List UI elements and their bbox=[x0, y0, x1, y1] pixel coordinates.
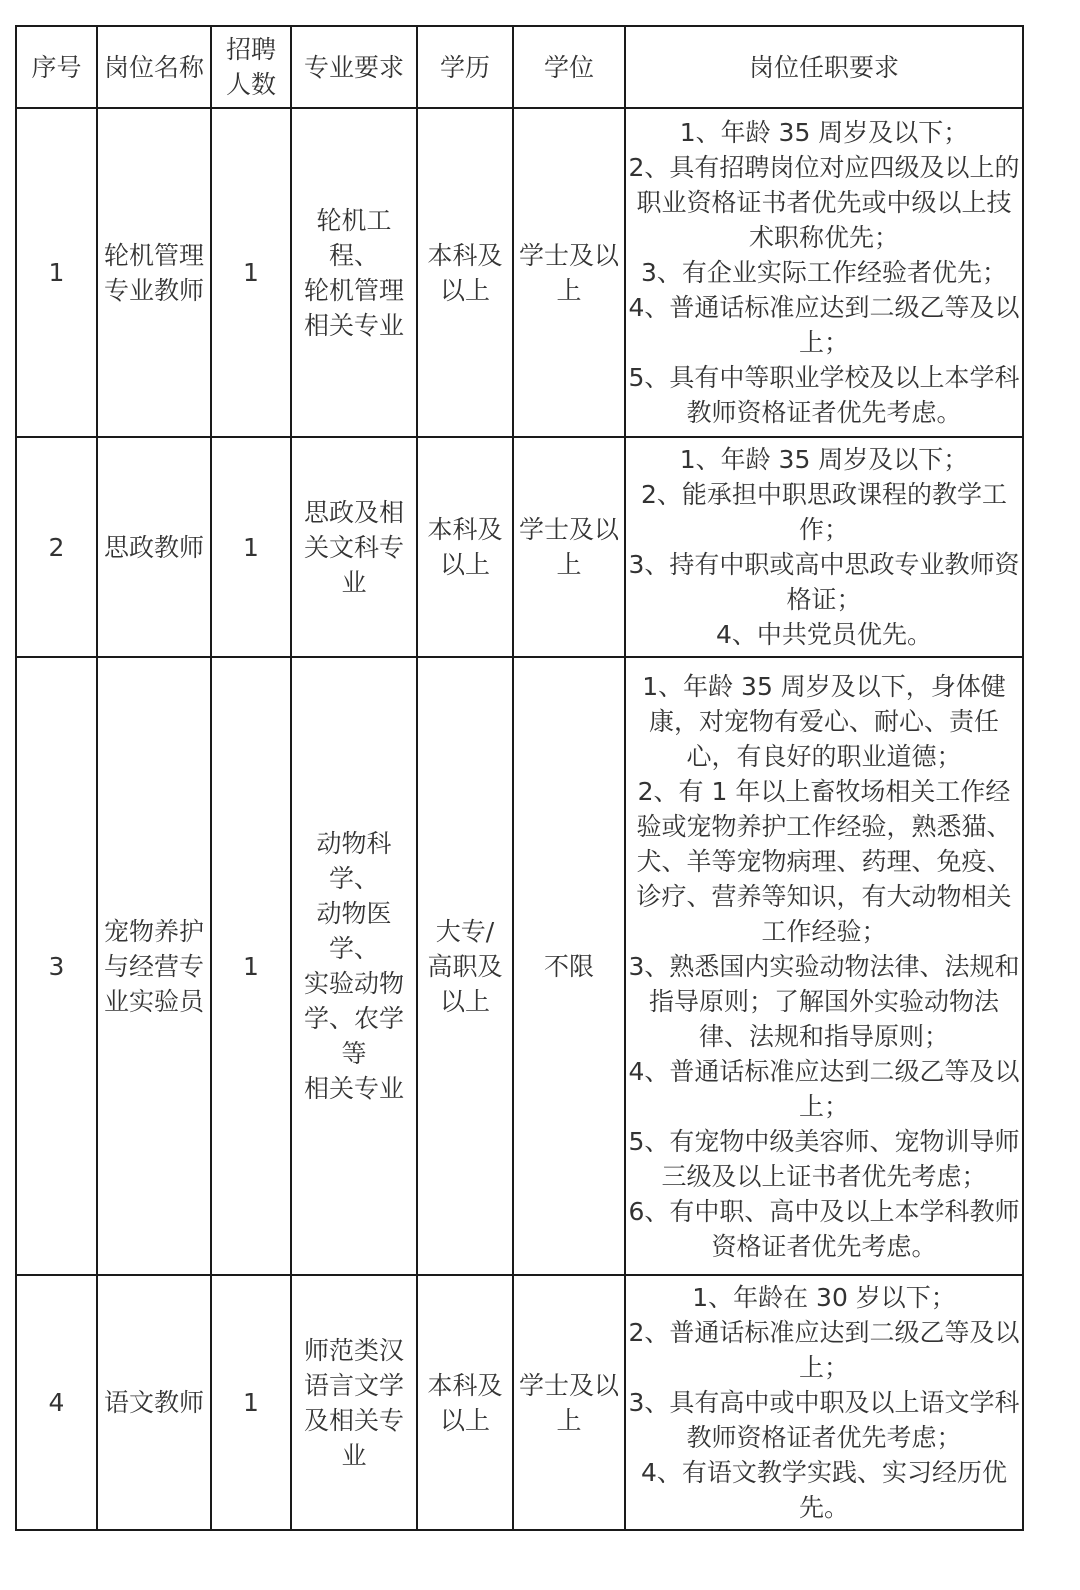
major-line: 师范类汉 bbox=[303, 1335, 404, 1365]
requirement-item: 2、普通话标准应达到二级乙等及以上； bbox=[628, 1318, 1020, 1382]
cell-education bbox=[417, 657, 513, 1275]
cell-hiring-count: 1 bbox=[211, 437, 291, 657]
requirement-item: 1、年龄 35 周岁及以下； bbox=[679, 445, 969, 474]
major-line: 轮机管理 bbox=[303, 275, 404, 305]
cell-index: 4 bbox=[16, 1275, 97, 1530]
requirement-item: 4、中共党员优先。 bbox=[716, 620, 932, 649]
cell-job-requirements bbox=[625, 108, 1023, 437]
degree-line: 上 bbox=[556, 1405, 582, 1435]
table-body bbox=[16, 108, 1023, 1530]
cell-job-requirements bbox=[625, 657, 1023, 1275]
requirement-item: 2、能承担中职思政课程的教学工作； bbox=[641, 480, 1007, 544]
header-education: 学历 bbox=[417, 26, 513, 108]
cell-degree bbox=[513, 1275, 625, 1530]
requirement-item: 4、普通话标准应达到二级乙等及以上； bbox=[628, 293, 1020, 357]
table-row bbox=[16, 437, 1023, 657]
major-line: 及相关专 bbox=[303, 1405, 404, 1435]
recruitment-table bbox=[15, 25, 1024, 1531]
cell-position-name bbox=[97, 657, 211, 1275]
cell-hiring-count: 1 bbox=[211, 108, 291, 437]
cell-hiring-count: 1 bbox=[211, 657, 291, 1275]
position-name-line: 思政教师 bbox=[103, 532, 204, 562]
header-row bbox=[16, 26, 1023, 108]
degree-line: 上 bbox=[556, 275, 582, 305]
major-line: 动物科学、 bbox=[316, 829, 392, 893]
education-line: 高职及 bbox=[427, 951, 503, 981]
header-degree: 学位 bbox=[513, 26, 625, 108]
requirement-item: 1、年龄 35 周岁及以下； bbox=[679, 118, 969, 147]
requirement-item: 2、有 1 年以上畜牧场相关工作经验或宠物养护工作经验，熟悉猫、犬、羊等宠物病理、药理、免疫、诊疗、营养等知识，有大动物相关工作经验； bbox=[636, 776, 1012, 946]
major-line: 相关专业 bbox=[303, 1074, 404, 1103]
requirement-item: 1、年龄在 30 岁以下； bbox=[692, 1283, 956, 1312]
table-row bbox=[16, 1275, 1023, 1530]
education-line: 本科及 bbox=[427, 240, 503, 270]
education-line: 以上 bbox=[439, 550, 490, 579]
major-line: 动物医学、 bbox=[316, 899, 392, 963]
requirement-item: 5、有宠物中级美容师、宠物训导师三级及以上证书者优先考虑； bbox=[628, 1126, 1020, 1191]
education-line: 以上 bbox=[439, 1405, 490, 1435]
cell-degree bbox=[513, 108, 625, 437]
header-position-name: 岗位名称 bbox=[97, 26, 211, 108]
header-job-requirements: 岗位任职要求 bbox=[625, 26, 1023, 108]
position-name-line: 业实验员 bbox=[103, 986, 204, 1016]
degree-line: 学士及以 bbox=[518, 515, 619, 544]
major-line: 学、农学等 bbox=[303, 1004, 404, 1068]
requirement-item: 3、具有高中或中职及以上语文学科教师资格证者优先考虑； bbox=[628, 1388, 1020, 1452]
cell-education bbox=[417, 1275, 513, 1530]
degree-line: 不限 bbox=[543, 951, 594, 981]
position-name-line: 宠物养护 bbox=[103, 916, 204, 946]
cell-job-requirements bbox=[625, 437, 1023, 657]
header-hiring-count-line: 招聘 bbox=[225, 35, 276, 64]
requirement-item: 1、年龄 35 周岁及以下，身体健康，对宠物有爱心、耐心、责任心，有良好的职业道德； bbox=[642, 671, 1006, 771]
requirement-item: 4、有语文教学实践、实习经历优先。 bbox=[641, 1458, 1007, 1522]
table-header bbox=[16, 26, 1023, 108]
cell-education bbox=[417, 108, 513, 437]
cell-index: 2 bbox=[16, 437, 97, 657]
header-index: 序号 bbox=[16, 26, 97, 108]
cell-degree bbox=[513, 437, 625, 657]
position-name-line: 专业教师 bbox=[103, 275, 204, 305]
position-name-line: 与经营专 bbox=[103, 951, 204, 981]
cell-position-name bbox=[97, 108, 211, 437]
major-line: 相关专业 bbox=[303, 310, 404, 340]
major-line: 轮机工程、 bbox=[316, 205, 392, 270]
major-line: 业 bbox=[341, 1440, 367, 1470]
table-row bbox=[16, 108, 1023, 437]
requirement-item: 6、有中职、高中及以上本学科教师资格证者优先考虑。 bbox=[628, 1196, 1020, 1261]
cell-major-requirement bbox=[291, 1275, 417, 1530]
cell-education bbox=[417, 437, 513, 657]
education-line: 本科及 bbox=[427, 515, 503, 544]
cell-position-name bbox=[97, 1275, 211, 1530]
requirement-item: 3、有企业实际工作经验者优先； bbox=[641, 258, 1007, 287]
requirement-item: 2、具有招聘岗位对应四级及以上的职业资格证书者优先或中级以上技术职称优先； bbox=[628, 153, 1020, 252]
degree-line: 上 bbox=[556, 550, 582, 579]
cell-major-requirement bbox=[291, 108, 417, 437]
major-line: 实验动物 bbox=[303, 969, 404, 998]
cell-position-name bbox=[97, 437, 211, 657]
major-line: 思政及相 bbox=[303, 497, 404, 527]
education-line: 以上 bbox=[439, 275, 490, 305]
education-line: 以上 bbox=[439, 986, 490, 1016]
requirement-item: 4、普通话标准应达到二级乙等及以上； bbox=[628, 1056, 1020, 1121]
degree-line: 学士及以 bbox=[518, 240, 619, 270]
degree-line: 学士及以 bbox=[518, 1370, 619, 1400]
header-hiring-count bbox=[211, 26, 291, 108]
education-line: 大专/ bbox=[435, 916, 495, 946]
cell-index: 1 bbox=[16, 108, 97, 437]
cell-job-requirements bbox=[625, 1275, 1023, 1530]
position-name-line: 轮机管理 bbox=[103, 240, 204, 270]
cell-major-requirement bbox=[291, 657, 417, 1275]
cell-hiring-count: 1 bbox=[211, 1275, 291, 1530]
cell-index: 3 bbox=[16, 657, 97, 1275]
position-name-line: 语文教师 bbox=[103, 1388, 204, 1417]
requirement-item: 3、持有中职或高中思政专业教师资格证； bbox=[628, 550, 1020, 614]
requirement-item: 5、具有中等职业学校及以上本学科教师资格证者优先考虑。 bbox=[628, 363, 1020, 427]
major-line: 关文科专 bbox=[303, 532, 404, 562]
cell-major-requirement bbox=[291, 437, 417, 657]
cell-degree bbox=[513, 657, 625, 1275]
header-hiring-count-line: 人数 bbox=[225, 70, 276, 99]
education-line: 本科及 bbox=[427, 1370, 503, 1400]
major-line: 业 bbox=[341, 567, 367, 597]
table-row bbox=[16, 657, 1023, 1275]
requirement-item: 3、熟悉国内实验动物法律、法规和指导原则；了解国外实验动物法律、法规和指导原则； bbox=[628, 951, 1020, 1051]
header-major-requirement: 专业要求 bbox=[291, 26, 417, 108]
major-line: 语言文学 bbox=[303, 1370, 404, 1400]
